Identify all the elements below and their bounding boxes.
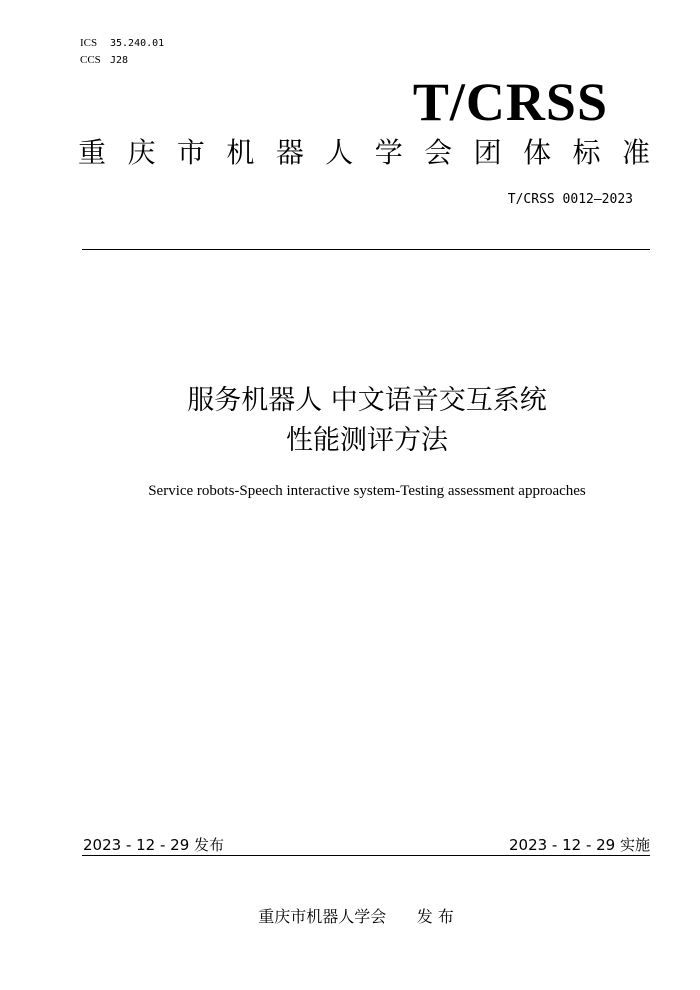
org-title-char: 器 (275, 136, 304, 169)
org-title-char: 人 (325, 136, 354, 169)
title-en: Service robots-Speech interactive system-Testing assessment approaches (148, 483, 586, 499)
issue-date: 2023 - 12 - 29 发布 (83, 836, 225, 854)
ics-label: ICS (80, 37, 98, 49)
org-title-char: 重 (78, 136, 107, 169)
org-title-char: 标 (572, 136, 601, 169)
footer-divider (82, 855, 650, 856)
org-title-char: 体 (523, 136, 552, 169)
ccs-label: CCS (80, 54, 101, 66)
org-title-char: 市 (176, 136, 205, 169)
title-cn-line2: 性能测评方法 (286, 425, 448, 456)
implement-date: 2023 - 12 - 29 实施 (508, 836, 650, 854)
ccs-code (80, 53, 128, 68)
org-title-char: 团 (473, 136, 502, 169)
standard-number: T/CRSS 0012—2023 (507, 192, 633, 207)
publisher: 重庆市机器人学会 发 布 (258, 907, 454, 926)
org-title-char: 学 (374, 136, 403, 169)
org-standard-title (78, 136, 650, 170)
org-title-char: 会 (424, 136, 453, 169)
ccs-value: J28 (110, 55, 129, 66)
org-title-char: 准 (621, 136, 650, 169)
header-divider (82, 249, 650, 250)
brand-logo-text: T/CRSS (412, 72, 608, 132)
ics-value: 35.240.01 (110, 38, 165, 49)
ics-code (80, 36, 164, 51)
org-title-char: 机 (226, 136, 255, 169)
org-title-char: 庆 (127, 136, 156, 169)
title-cn-line1: 服务机器人 中文语音交互系统 (187, 385, 547, 416)
